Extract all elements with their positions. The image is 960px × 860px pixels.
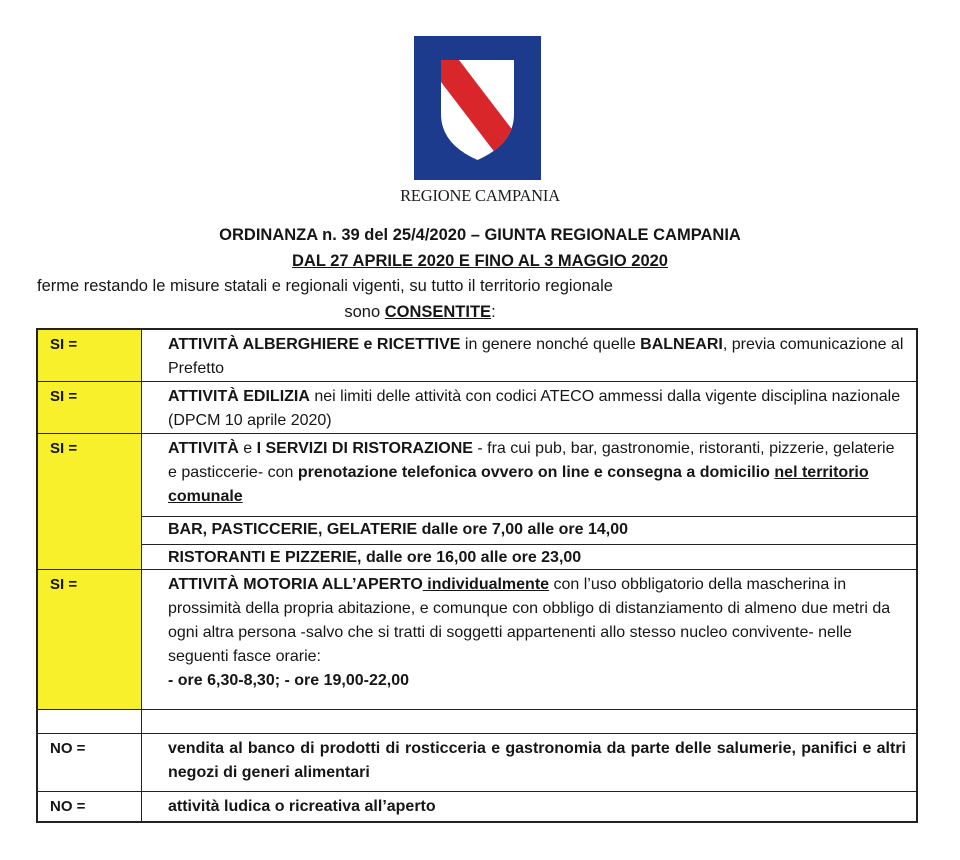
row-text: ATTIVITÀ MOTORIA ALL’APERTO individualmente con l’uso obbligatorio della mascherina in prossimità della propria abitazione, e comunque con obbligo di distanziamento di almeno due metri da ogni altra persona -salvo che si tratti di soggetti appartenenti allo stesso nucleo convivente- nelle seguenti fasce orarie: - ore 6,30-8,30; - ore 19,00-22,00 <box>168 576 891 689</box>
row-text: ATTIVITÀ ALBERGHIERE e RICETTIVE in genere nonché quelle BALNEARI, previa comunicazione al Prefetto <box>168 336 904 377</box>
row-label <box>38 710 142 733</box>
table-row <box>38 330 916 382</box>
row-text: attività ludica o ricreativa all’aperto <box>168 798 436 815</box>
bar-hours: BAR, PASTICCERIE, GELATERIE dalle ore 7,00 alle ore 14,00 <box>142 516 916 544</box>
row-label: SI = <box>38 570 142 709</box>
consent-word: CONSENTITE <box>384 303 492 321</box>
row-text: ATTIVITÀ EDILIZIA nei limiti delle attività con codici ATECO ammessi dalla vigente disciplina nazionale (DPCM 10 aprile 2020) <box>168 388 901 429</box>
restaurant-hours: RISTORANTI E PIZZERIE, dalle ore 16,00 alle ore 23,00 <box>142 544 916 572</box>
table-row <box>38 792 916 821</box>
row-label: NO = <box>38 792 142 821</box>
row-text: ATTIVITÀ e I SERVIZI DI RISTORAZIONE - fra cui pub, bar, gastronomie, ristoranti, pizzerie, gelaterie e pasticcerie- con prenotazione telefonica ovvero on line e consegna a domicilio nel territorio comunale BAR, PASTICCERIE, GELATERIE dalle ore 7,00 alle ore 14,00 RISTORANTI E PIZZERIE, dalle ore 16,00 alle ore 23,00 <box>142 434 916 569</box>
intro-text: ferme restando le misure statali e regionali vigenti, su tutto il territorio regionale <box>37 277 613 295</box>
validity-dates: DAL 27 APRILE 2020 E FINO AL 3 MAGGIO 2020 <box>292 252 668 270</box>
table-row <box>38 710 916 734</box>
table-row <box>38 382 916 434</box>
table-row <box>38 734 916 792</box>
logo-text: REGIONE CAMPANIA <box>400 186 560 205</box>
regione-campania-logo <box>395 36 565 206</box>
consent-prefix: sono <box>344 303 385 321</box>
row-label: NO = <box>38 734 142 791</box>
row-text: vendita al banco di prodotti di rosticceria e gastronomia da parte delle salumerie, panifici e altri negozi di generi alimentari <box>168 740 906 781</box>
table-row <box>38 434 916 570</box>
table-row <box>38 570 916 710</box>
measures-table <box>36 328 918 823</box>
ordinance-title: ORDINANZA n. 39 del 25/4/2020 – GIUNTA REGIONALE CAMPANIA <box>219 226 741 244</box>
row-label: SI = <box>38 434 142 569</box>
row-text <box>142 710 916 733</box>
coat-of-arms-icon <box>414 36 541 180</box>
consent-line <box>0 303 840 322</box>
row-label: SI = <box>38 382 142 433</box>
row-label: SI = <box>38 330 142 381</box>
consent-suffix: : <box>491 303 496 321</box>
